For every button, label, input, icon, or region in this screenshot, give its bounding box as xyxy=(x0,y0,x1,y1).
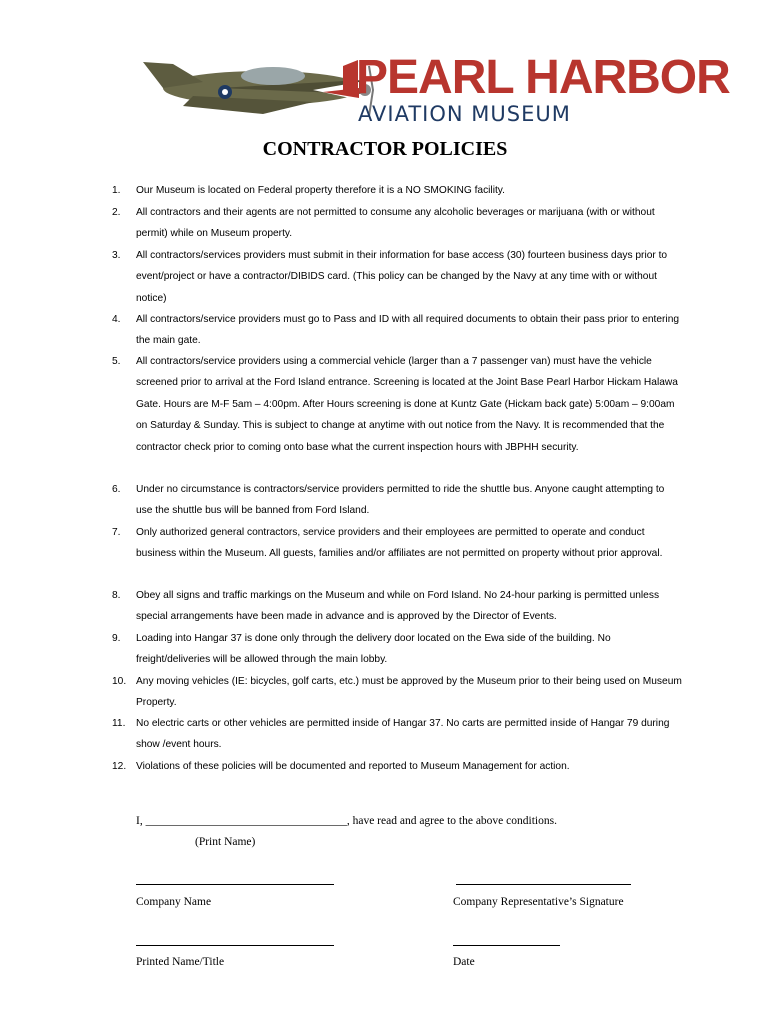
policy-number: 5. xyxy=(112,356,121,367)
policy-number: 7. xyxy=(112,527,121,538)
policy-item xyxy=(112,180,682,201)
policy-item xyxy=(112,628,682,671)
policy-text: Obey all signs and traffic markings on the Museum and while on Ford Island. No 24-hour parking is permitted unless special arrangements have been made in advance and is approved by the Director of Events. xyxy=(136,590,660,623)
policy-item xyxy=(112,351,682,458)
policy-number: 9. xyxy=(112,633,121,644)
policy-number: 12. xyxy=(112,761,127,772)
policy-number: 11. xyxy=(112,718,126,729)
policy-text: All contractors and their agents are not permitted to consume any alcoholic beverages or marijuana (with or without permit) while on Museum property. xyxy=(136,207,655,240)
policy-text: All contractors/services providers must submit in their information for base access (30) fourteen business days prior to event/project or have a contractor/DIBIDS card. (This policy can be changed by the Navy at any time with or without notice) xyxy=(136,250,668,304)
rep-signature-label: Company Representative’s Signature xyxy=(453,896,624,908)
policy-number: 1. xyxy=(112,185,121,196)
logo-subtitle: AVIATION MUSEUM xyxy=(358,102,571,126)
printed-name-label: Printed Name/Title xyxy=(136,956,225,968)
policy-text: Loading into Hangar 37 is done only through the delivery door located on the Ewa side of the building. No freight/deliveries will be allowed through the main lobby. xyxy=(136,633,611,666)
policy-item xyxy=(112,522,682,565)
date-label: Date xyxy=(453,956,475,968)
company-name-line[interactable] xyxy=(136,884,334,885)
agreement-suffix: , have read and agree to the above conditions. xyxy=(346,815,557,827)
policy-item xyxy=(112,713,682,756)
print-name-label: (Print Name) xyxy=(195,836,256,848)
policy-text: All contractors/service providers using a commercial vehicle (larger than a 7 passenger van) must have the vehicle screened prior to arrival at the Ford Island entrance. Screening is located at the Joint Base Pearl Harbor Hickam Halawa Gate. Hours are M-F 5am – 4:00pm. After Hours screening is done at Kuntz Gate (Hickam back gate) 5:00am – 9:00am on Saturday & Sunday. This is subject to change at anytime with out notice from the Navy. It is recommended that the contractor check prior to coming onto base what the current inspection hours with JBPHH security. xyxy=(136,356,678,453)
agreement-prefix: I, xyxy=(136,815,146,827)
company-name-label: Company Name xyxy=(136,896,212,908)
policy-number: 10. xyxy=(112,676,127,687)
logo-title: PEARL HARBOR xyxy=(356,51,730,104)
policy-number: 2. xyxy=(112,207,121,218)
agreement-line xyxy=(136,815,557,827)
date-line[interactable] xyxy=(453,945,560,946)
policy-number: 4. xyxy=(112,314,121,325)
policy-number: 6. xyxy=(112,484,121,495)
name-blank[interactable]: ___________________________________ xyxy=(145,815,347,827)
policy-item xyxy=(112,245,682,309)
policy-text: Violations of these policies will be documented and reported to Museum Management for action. xyxy=(136,761,570,772)
policy-item xyxy=(112,671,682,714)
policy-item xyxy=(112,309,682,352)
policy-item xyxy=(112,479,682,522)
policy-item xyxy=(112,585,682,628)
policy-text: Under no circumstance is contractors/service providers permitted to ride the shuttle bus. Anyone caught attempting to use the shuttle bus will be banned from Ford Island. xyxy=(136,484,665,517)
policy-number: 3. xyxy=(112,250,121,261)
policy-item xyxy=(112,756,682,777)
policy-text: Only authorized general contractors, service providers and their employees are permitted to operate and conduct business within the Museum. All guests, families and/or affiliates are not permitted on property without prior approval. xyxy=(136,527,663,560)
policy-text: No electric carts or other vehicles are permitted inside of Hangar 37. No carts are permitted inside of Hangar 79 during show /event hours. xyxy=(136,718,670,751)
policy-text: Our Museum is located on Federal property therefore it is a NO SMOKING facility. xyxy=(136,185,505,196)
policy-item xyxy=(112,202,682,245)
policy-text: All contractors/service providers must go to Pass and ID with all required documents to obtain their pass prior to entering the main gate. xyxy=(136,314,680,347)
page-title: CONTRACTOR POLICIES xyxy=(262,138,508,160)
policy-number: 8. xyxy=(112,590,121,601)
rep-signature-line[interactable] xyxy=(456,884,631,885)
printed-name-line[interactable] xyxy=(136,945,334,946)
policy-text: Any moving vehicles (IE: bicycles, golf carts, etc.) must be approved by the Museum prior to their being used on Museum Property. xyxy=(136,676,682,709)
airplane-icon xyxy=(143,62,373,116)
